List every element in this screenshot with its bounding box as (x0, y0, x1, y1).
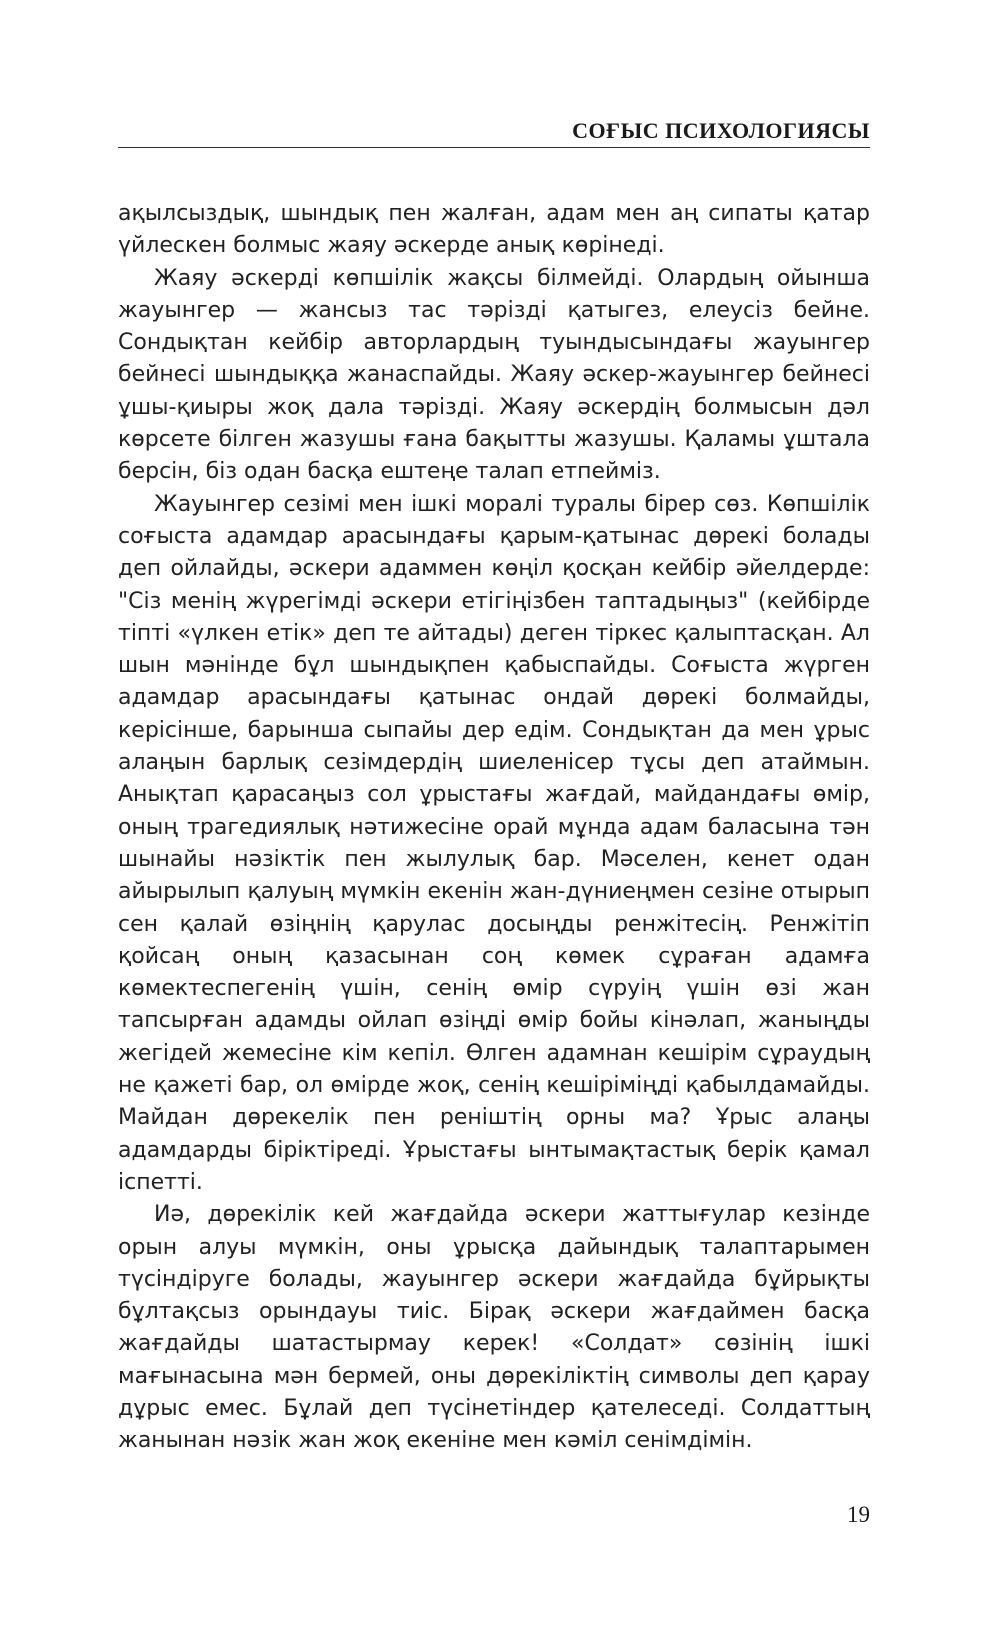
body-text (118, 198, 870, 1458)
paragraph: Иә, дөрекілік кей жағдайда әскери жаттығулар кезінде орын алуы мүмкін, оны ұрысқа дайындық талаптарымен түсіндіруге болады, жауынгер әскери жағдайда бұйрықты бұлтақсыз орындауы тиіс. Бірақ әскери жағдаймен басқа жағдайды шатастырмау керек! «Солдат» сөзінің ішкі мағынасына мән бермей, оны дөрекіліктің символы деп қарау дұрыс емес. Бұлай деп түсінетіндер қателеседі. Солдаттың жанынан нәзік жан жоқ екеніне мен кәміл сенімдімін. (118, 1202, 870, 1454)
paragraph: Жауынгер сезімі мен ішкі моралі туралы бірер сөз. Көпшілік соғыста адамдар арасындағы қарым-қатынас дөрекі болады деп ойлайды, әскери адаммен көңіл қосқан кейбір әйелдерде: "Сіз менің жүрегімді әскери етігіңізбен таптадыңыз" (кейбірде тіпті «үлкен етік» деп те айтады) деген тіркес қалыптасқан. Ал шын мәнінде бұл шындықпен қабыспайды. Соғыста жүрген адамдар арасындағы қатынас ондай дөрекі болмайды, керісінше, барынша сыпайы дер едім. Сондықтан да мен ұрыс алаңын барлық сезімдердің шиеленісер тұсы деп атаймын. Анықтап қарасаңыз сол ұрыстағы жағдай, майдандағы өмір, оның трагедиялық нәтижесіне орай мұнда адам баласына тән шынайы нәзіктік пен жылулық бар. Мәселен, кенет одан айырылып қалуың мүмкін екенін жан-дүниеңмен сезіне отырып сен қалай өзіңнің қарулас досыңды ренжітесің. Ренжітіп қойсаң оның қазасынан соң көмек сұраған адамға көмектеспегенің үшін, сенің өмір сүруің үшін өзі жан тапсырған адамды ойлап өзіңді өмір бойы кінәлап, жаныңды жегідей жемесіне кім кепіл. Өлген адамнан кешірім сұраудың не қажеті бар, ол өмірде жоқ, сенің кешіріміңді қабылдамайды. Майдан дөрекелік пен реніштің орны ма? Ұрыс алаңы адамдарды біріктіреді. Ұрыстағы ынтымақтастық берік қамал іспетті. (118, 491, 870, 1195)
page-number: 19 (847, 1502, 870, 1527)
paragraph: Жаяу әскерді көпшілік жақсы білмейді. Олардың ойынша жауынгер — жансыз тас тәрізді қатыгез, елеусіз бейне. Сондықтан кейбір авторлардың туындысындағы жауынгер бейнесі шындыққа жанаспайды. Жаяу әскер-жауынгер бейнесі ұшы-қиыры жоқ дала тәрізді. Жаяу әскердің болмысын дәл көрсете білген жазушы ғана бақытты жазушы. Қаламы ұштала берсін, біз одан басқа ештеңе талап етпейміз. (118, 265, 870, 485)
running-header-title: СОҒЫС ПСИХОЛОГИЯСЫ (572, 118, 870, 143)
paragraph-continued: ақылсыздық, шындық пен жалған, адам мен аң сипаты қатар үйлескен болмыс жаяу әскерде анық көрінеді. (118, 201, 870, 259)
header-divider (118, 147, 870, 148)
